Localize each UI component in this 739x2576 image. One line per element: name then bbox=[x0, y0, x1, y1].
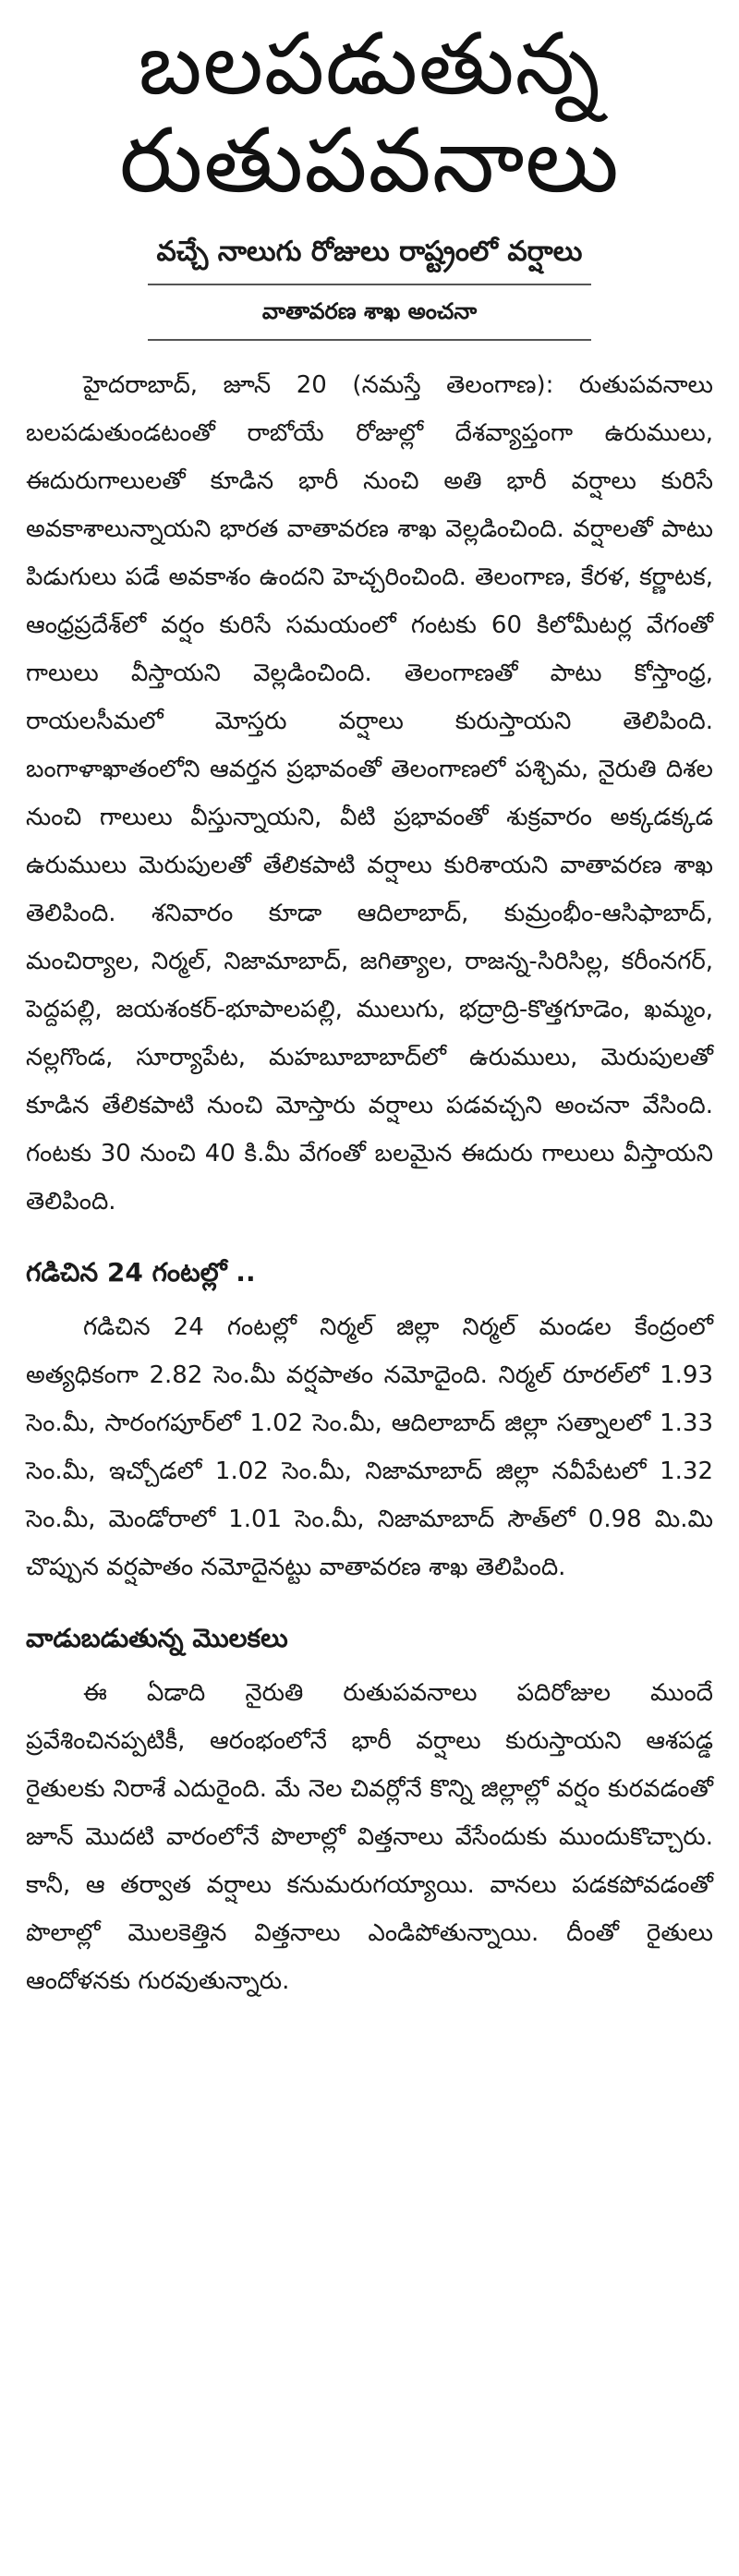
article-paragraph-2 bbox=[26, 1303, 713, 1591]
section-heading-last-24-hours: గడిచిన 24 గంటల్లో .. bbox=[26, 1256, 256, 1288]
paragraph-1-text: హైదరాబాద్, జూన్ 20 (నమస్తే తెలంగాణ): రుతుపవనాలు బలపడుతుండటంతో రాబోయే రోజుల్లో దేశవ్యాప్తంగా ఉరుములు, ఈదురుగాలులతో కూడిన భారీ నుంచి అతి భారీ వర్షాలు కురిసే అవకాశాలున్నాయని భారత వాతావరణ శాఖ వెల్లడించింది. వర్షాలతో పాటు పిడుగులు పడే అవకాశం ఉందని హెచ్చరించింది. తెలంగాణ, కేరళ, కర్ణాటక, ఆంధ్రప్రదేశ్‌లో వర్షం కురిసే సమయంలో గంటకు 60 కిలోమీటర్ల వేగంతో గాలులు వీస్తాయని వెల్లడించింది. తెలంగాణతో పాటు కోస్తాంధ్ర, రాయలసీమలో మోస్తరు వర్షాలు కురుస్తాయని తెలిపింది. బంగాళాఖాతంలోని ఆవర్తన ప్రభావంతో తెలంగాణలో పశ్చిమ, నైరుతి దిశల నుంచి గాలులు వీస్తున్నాయని, వీటి ప్రభావంతో శుక్రవారం అక్కడక్కడ ఉరుములు మెరుపులతో తేలికపాటి వర్షాలు కురిశాయని వాతావరణ శాఖ తెలిపింది. శనివారం కూడా ఆదిలాబాద్, కుమ్రంభీం-ఆసిఫాబాద్, మంచిర్యాల, నిర్మల్, నిజామాబాద్, జగిత్యాల, రాజన్న-సిరిసిల్ల, కరీంనగర్, పెద్దపల్లి, జయశంకర్-భూపాలపల్లి, ములుగు, భద్రాద్రి-కొత్తగూడెం, ఖమ్మం, నల్లగొండ, సూర్యాపేట, మహబూబాబాద్‌లో ఉరుములు, మెరుపులతో కూడిన తేలికపాటి నుంచి మోస్తారు వర్షాలు పడవచ్చని అంచనా వేసింది. గంటకు 30 నుంచి 40 కి.మీ వేగంతో బలమైన ఈదురు గాలులు వీస్తాయని తెలిపింది. bbox=[26, 370, 713, 1215]
paragraph-3-text: ఈ ఏడాది నైరుతి రుతుపవనాలు పదిరోజుల ముందే ప్రవేశించినప్పటికీ, ఆరంభంలోనే భారీ వర్షాలు కురుస్తాయని ఆశపడ్డ రైతులకు నిరాశే ఎదురైంది. మే నెల చివర్లోనే కొన్ని జిల్లాల్లో వర్షం కురవడంతో జూన్ మొదటి వారంలోనే పొలాల్లో విత్తనాలు వేసేందుకు ముందుకొచ్చారు. కానీ, ఆ తర్వాత వర్షాలు కనుమరుగయ్యాయి. వానలు పడకపోవడంతో పొలాల్లో మొలకెత్తిన విత్తనాలు ఎండిపోతున్నాయి. దీంతో రైతులు ఆందోళనకు గురవుతున్నారు. bbox=[26, 1678, 713, 1995]
article-paragraph-1 bbox=[26, 361, 713, 1226]
section-heading-wilting-sprouts: వాడుబడుతున్న మొలకలు bbox=[26, 1622, 288, 1653]
headline-line1: బలపడుతున్న bbox=[138, 15, 601, 114]
article-paragraph-3 bbox=[26, 1669, 713, 2005]
byline: వాతావరణ శాఖ అంచనా bbox=[148, 298, 591, 341]
headline-line2: రుతుపవనాలు bbox=[119, 109, 620, 213]
subheadline: వచ్చే నాలుగు రోజులు రాష్ట్రంలో వర్షాలు bbox=[148, 236, 591, 285]
paragraph-2-text: గడిచిన 24 గంటల్లో నిర్మల్ జిల్లా నిర్మల్ మండల కేంద్రంలో అత్యధికంగా 2.82 సెం.మీ వర్షపాతం నమోదైంది. నిర్మల్ రూరల్‌లో 1.93 సెం.మీ, సారంగపూర్‌లో 1.02 సెం.మీ, ఆదిలాబాద్ జిల్లా సత్నాలలో 1.33 సెం.మీ, ఇచ్చోడలో 1.02 సెం.మీ, నిజామాబాద్ జిల్లా నవీపేటలో 1.32 సెం.మీ, మెండోరాలో 1.01 సెం.మీ, నిజామాబాద్ సౌత్‌లో 0.98 మి.మి చొప్పున వర్షపాతం నమోదైనట్టు వాతావరణ శాఖ తెలిపింది. bbox=[26, 1312, 713, 1581]
